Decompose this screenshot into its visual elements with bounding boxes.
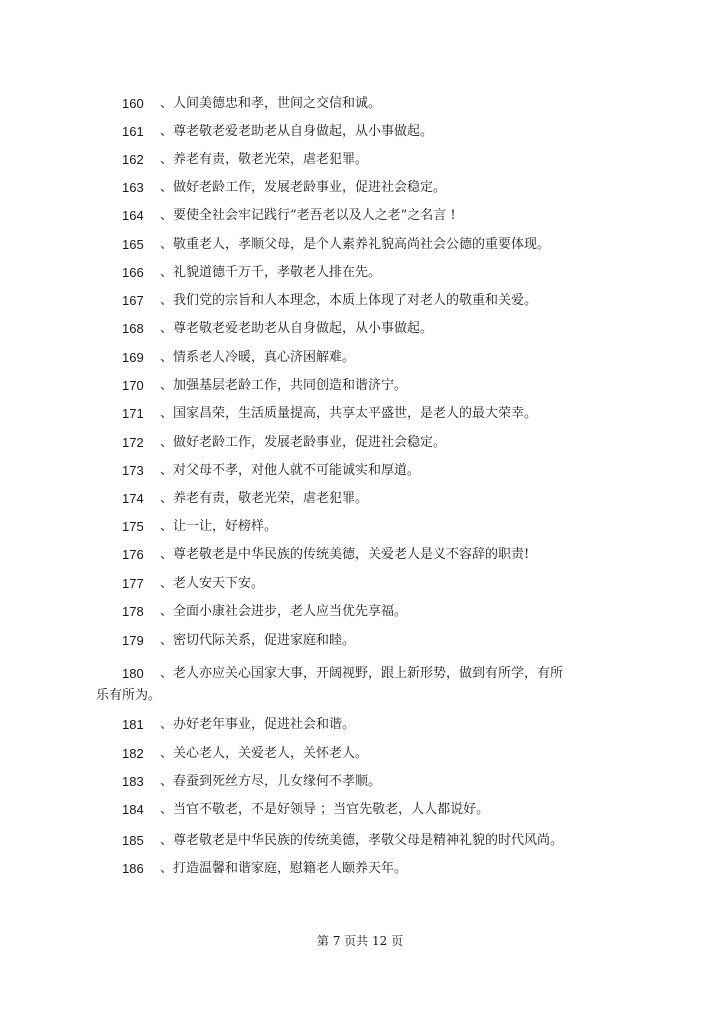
item-number: 171: [122, 406, 144, 421]
item-text: 、情系老人冷暖，真心济困解难。: [160, 350, 356, 365]
item-text: 、老人亦应关心国家大事，开阔视野，跟上新形势，做到有所学，有所: [160, 666, 564, 681]
item-text: 、春蚕到死丝方尽，儿女缘何不孝顺。: [160, 774, 382, 789]
item-text: 、让一让，好榜样。: [160, 519, 278, 534]
item-text: 、礼貌道德千万千，孝敬老人排在先。: [160, 265, 382, 280]
item-number: 179: [122, 633, 144, 648]
item-text: 、尊老敬老爱老助老从自身做起，从小事做起。: [160, 124, 434, 139]
item-text: 、国家昌荣，生活质量提高，共享太平盛世，是老人的最大荣幸。: [160, 406, 538, 421]
item-number: 186: [122, 861, 144, 876]
item-text: 、尊老敬老爱老助老从自身做起，从小事做起。: [160, 321, 434, 336]
item-text: 、养老有责，敬老光荣，虐老犯罪。: [160, 491, 369, 506]
item-text: 、做好老龄工作，发展老龄事业，促进社会稳定。: [160, 180, 447, 195]
item-number: 177: [122, 576, 144, 591]
item-number: 160: [122, 96, 144, 111]
item-text: 、做好老龄工作，发展老龄事业，促进社会稳定。: [160, 435, 447, 450]
item-number: 184: [122, 802, 144, 817]
item-number: 172: [122, 435, 144, 450]
item-text: 、要使全社会牢记践行“老吾老以及人之老”之名言 !: [160, 208, 456, 223]
item-number: 165: [122, 237, 144, 252]
item-text: 、老人安天下安。: [160, 576, 265, 591]
item-number: 175: [122, 519, 144, 534]
item-number: 182: [122, 746, 144, 761]
item-number: 181: [122, 717, 144, 732]
item-text: 、尊老敬老是中华民族的传统美德，关爱老人是义不容辞的职责!: [160, 547, 530, 562]
item-text: 、办好老年事业，促进社会和谐。: [160, 717, 356, 732]
item-number: 178: [122, 604, 144, 619]
item-text: 、对父母不孝，对他人就不可能诚实和厚道。: [160, 463, 421, 478]
item-text: 、密切代际关系，促进家庭和睦。: [160, 633, 356, 648]
item-text: 、人间美德忠和孝，世间之交信和诚。: [160, 96, 382, 111]
item-number: 161: [122, 124, 144, 139]
item-number: 174: [122, 491, 144, 506]
item-number: 162: [122, 152, 144, 167]
item-number: 164: [122, 208, 144, 223]
item-text: 、尊老敬老是中华民族的传统美德，孝敬父母是精神礼貌的时代风尚。: [160, 833, 564, 848]
item-text-continuation: 乐有所为。: [96, 688, 162, 703]
item-text: 、打造温馨和谐家庭，慰籍老人颐养天年。: [160, 861, 408, 876]
item-text: 、加强基层老龄工作，共同创造和谐济宁。: [160, 378, 408, 393]
item-number: 163: [122, 180, 144, 195]
item-text: 、当官不敬老，不是好领导 ；当官先敬老，人人都说好。: [160, 802, 490, 817]
item-number: 169: [122, 350, 144, 365]
item-number: 167: [122, 293, 144, 308]
item-number: 183: [122, 774, 144, 789]
item-number: 166: [122, 265, 144, 280]
item-number: 176: [122, 547, 144, 562]
item-number: 185: [122, 833, 144, 848]
item-text: 、我们党的宗旨和人本理念，本质上体现了对老人的敬重和关爱。: [160, 293, 538, 308]
item-number: 168: [122, 321, 144, 336]
item-text: 、敬重老人，孝顺父母，是个人素养礼貌高尚社会公德的重要体现。: [160, 237, 551, 252]
item-text: 、关心老人，关爱老人，关怀老人。: [160, 746, 369, 761]
item-number: 170: [122, 378, 144, 393]
item-number: 173: [122, 463, 144, 478]
page-footer: 第 7 页共 12 页: [316, 934, 404, 948]
item-text: 、养老有责，敬老光荣，虐老犯罪。: [160, 152, 369, 167]
item-number: 180: [122, 666, 144, 681]
item-text: 、全面小康社会进步，老人应当优先享福。: [160, 604, 408, 619]
